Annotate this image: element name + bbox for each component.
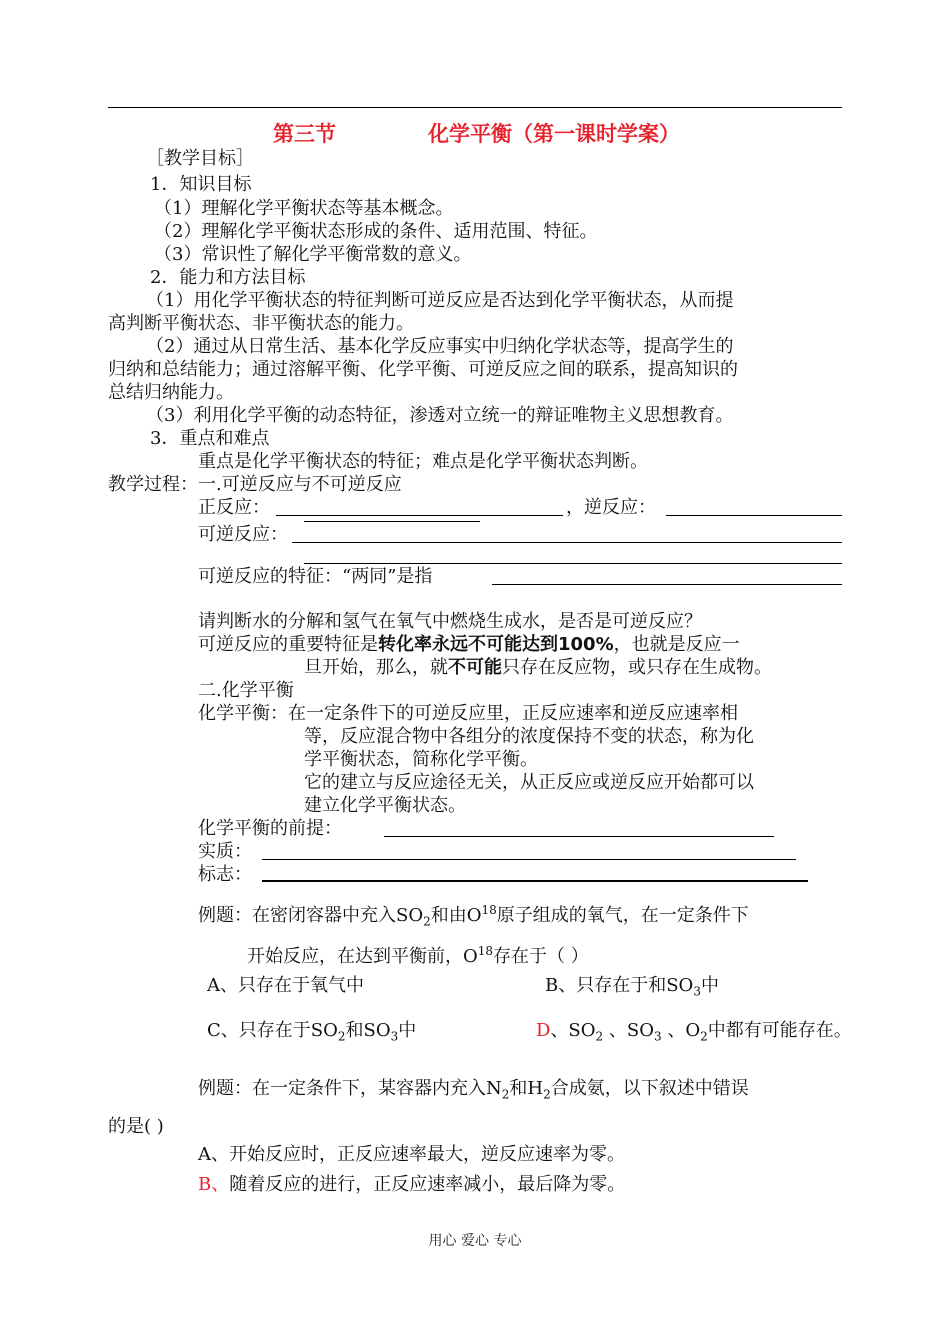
ability-goal-1-line1: （1）用化学平衡状态的特征判断可逆反应是否达到化学平衡状态，从而提 [146,290,734,311]
example1-sup-2: 18 [477,944,494,958]
reverse-reaction-label: ，逆反应： [566,497,656,518]
difficulty-title: 3．重点和难点 [150,428,270,449]
example1-text-c: 原子组成的氧气，在一定条件下 [496,905,749,926]
essence-label: 实质： [198,841,252,862]
option-d-answer-letter: D [536,1020,551,1041]
equilibrium-definition-4: 它的建立与反应途径无关，从正反应或逆反应开始都可以 [304,772,754,793]
equilibrium-definition-3: 学平衡状态，简称化学平衡。 [304,749,538,770]
option-c-text: C、只存在于SO [207,1020,338,1041]
important-feature-text-2: 旦开始，那么，就 [304,657,448,678]
equilibrium-heading: 二.化学平衡 [198,680,294,701]
example1-text-a: 例题：在密闭容器中充入SO [198,905,424,926]
features-blank[interactable] [492,584,842,585]
example1-option-b [545,975,719,997]
option-c-text-2: 和SO [345,1020,391,1041]
knowledge-goal-title: 1．知识目标 [150,174,252,195]
knowledge-goal-2: （2）理解化学平衡状态形成的条件、适用范围、特征。 [154,221,598,242]
example1-question-line2 [247,946,589,968]
equilibrium-definition-5: 建立化学平衡状态。 [304,795,466,816]
example2-text-a: 例题：在一定条件下，某容器内充入N [198,1078,502,1099]
forward-reaction-label: 正反应： [198,497,270,518]
important-feature-line2 [304,657,772,679]
example2-option-b [198,1174,625,1196]
example2-sub1: 2 [501,1087,510,1102]
premise-blank[interactable] [384,836,774,837]
impossible-emphasis: 不可能 [448,657,502,678]
option-d-sub3: 2 [700,1029,708,1044]
option-c-sub1: 2 [337,1029,346,1044]
option-d-text-3: 、O [661,1020,701,1041]
option-c-sub2: 3 [390,1029,399,1044]
conversion-rate-emphasis: 转化率永远不可能达到100% [378,634,614,655]
important-feature-text: 可逆反应的重要特征是 [198,634,378,655]
example2-text-b: 和H [509,1078,544,1099]
process-heading: 教学过程：一.可逆反应与不可逆反应 [108,474,402,495]
example2-option-b-text: 随着反应的进行，正反应速率减小，最后降为零。 [229,1174,626,1195]
example1-sub: 2 [423,914,431,929]
essence-blank[interactable] [262,859,796,860]
ability-goal-2-line2: 归纳和总结能力；通过溶解平衡、化学平衡、可逆反应之间的联系，提高知识的 [108,359,738,380]
option-d-text: 、SO [550,1020,596,1041]
page-title: 化学平衡（第一课时学案） [428,121,680,146]
example2-sub2: 2 [543,1087,551,1102]
reverse-reaction-blank[interactable] [666,515,842,516]
option-d-text-end: 中都有可能存在。 [707,1020,852,1041]
option-c-text-end: 中 [398,1020,417,1041]
example2-option-b-letter: B、 [198,1174,230,1195]
knowledge-goal-1: （1）理解化学平衡状态等基本概念。 [154,198,454,219]
important-feature-text-2-end: 只存在反应物，或只存在生成物。 [502,657,772,678]
example1-question-line1 [198,905,749,927]
example1-option-a: A、只存在于氧气中 [207,975,364,996]
difficulty-text: 重点是化学平衡状态的特征；难点是化学平衡状态判断。 [198,451,648,472]
important-feature-line1 [198,634,740,656]
example1-text-d: 开始反应，在达到平衡前，O [247,946,478,967]
example2-option-a: A、开始反应时，正反应速率最大，逆反应速率为零。 [198,1144,625,1165]
option-b-sub: 3 [693,984,701,999]
example1-text-b: 和由O [430,905,482,926]
knowledge-goal-3: （3）常识性了解化学平衡常数的意义。 [154,244,472,265]
reversibility-question: 请判断水的分解和氢气在氧气中燃烧生成水，是否是可逆反应？ [198,611,702,632]
features-label: 可逆反应的特征：“两同”是指 [198,566,433,587]
example1-sup: 18 [481,903,497,917]
example1-option-c [207,1020,416,1042]
header-rule [108,107,842,108]
forward-reaction-blank[interactable] [276,515,563,516]
ability-goal-3: （3）利用化学平衡的动态特征，渗透对立统一的辩证唯物主义思想教育。 [146,405,734,426]
premise-label: 化学平衡的前提： [198,818,342,839]
important-feature-text-end: ，也就是反应一 [613,634,740,655]
option-d-sub1: 2 [595,1029,604,1044]
page-footer: 用心 爱心 专心 [428,1233,522,1249]
equilibrium-definition-2: 等，反应混合物中各组分的浓度保持不变的状态，称为化 [304,726,754,747]
section-number: 第三节 [273,121,336,146]
option-d-sub2: 3 [653,1029,662,1044]
ability-goal-1-line2: 高判断平衡状态、非平衡状态的能力。 [108,313,414,334]
reversible-reaction-label: 可逆反应： [198,524,288,545]
ability-goal-2-line1: （2）通过从日常生活、基本化学反应事实中归纳化学状态等，提高学生的 [146,336,734,357]
option-b-text-end: 中 [700,975,719,996]
sign-label: 标志： [198,864,252,885]
ability-goal-2-line3: 总结归纳能力。 [108,382,234,403]
example2-text-c: 合成氨，以下叙述中错误 [550,1078,749,1099]
example2-question-line1 [198,1078,749,1100]
reversible-reaction-blank-2[interactable] [304,563,842,564]
sign-blank[interactable] [262,880,808,882]
equilibrium-definition-1: 化学平衡：在一定条件下的可逆反应里，正反应速率和逆反应速率相 [198,703,738,724]
option-d-text-2: 、SO [603,1020,654,1041]
option-b-text: B、只存在于和SO [545,975,694,996]
example1-text-e: 存在于（ ） [493,946,589,967]
example2-question-line2: 的是( ) [108,1116,164,1137]
reverse-reaction-blank-cont[interactable] [304,521,480,522]
reversible-reaction-blank[interactable] [292,542,842,543]
goals-heading: ［教学目标］ [146,148,254,169]
ability-goal-title: 2．能力和方法目标 [150,267,306,288]
example1-option-d [536,1020,852,1042]
